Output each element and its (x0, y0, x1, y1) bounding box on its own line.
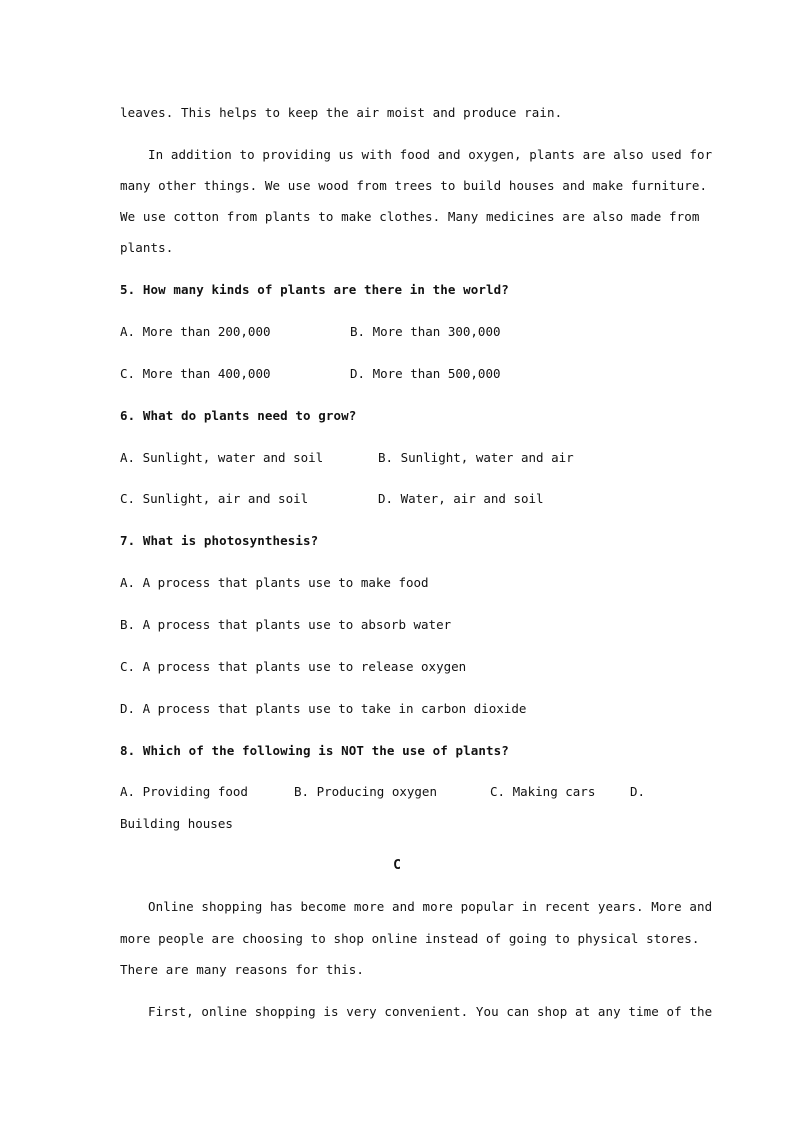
answer-option[interactable]: B. Producing oxygen (294, 784, 437, 799)
answer-option[interactable]: D. More than 500,000 (350, 366, 501, 381)
answer-option[interactable]: C. More than 400,000 (120, 366, 271, 381)
answer-option[interactable]: B. Sunlight, water and air (378, 450, 574, 465)
answer-option[interactable]: A. A process that plants use to make food (120, 575, 429, 590)
answer-option[interactable]: D. A process that plants use to take in carbon dioxide (120, 701, 527, 716)
question-stem: 6. What do plants need to grow? (120, 408, 357, 423)
passage-text-line: many other things. We use wood from trees to build houses and make furniture. (120, 178, 708, 193)
answer-option[interactable]: A. More than 200,000 (120, 324, 271, 339)
question-stem: 5. How many kinds of plants are there in the world? (120, 282, 509, 297)
answer-option[interactable]: A. Sunlight, water and soil (120, 450, 324, 465)
question-stem: 7. What is photosynthesis? (120, 533, 319, 548)
answer-option[interactable]: D. (630, 784, 646, 799)
answer-option[interactable]: A. Providing food (120, 784, 248, 799)
passage-text-line: more people are choosing to shop online instead of going to physical stores. (120, 931, 700, 946)
answer-option[interactable]: C. Making cars (490, 784, 596, 799)
passage-text-line: leaves. This helps to keep the air moist and produce rain. (120, 105, 563, 120)
answer-option-continuation[interactable]: Building houses (120, 816, 233, 831)
passage-text-line: Online shopping has become more and more popular in recent years. More and (148, 899, 713, 914)
answer-option[interactable]: D. Water, air and soil (378, 491, 544, 506)
answer-option[interactable]: B. More than 300,000 (350, 324, 501, 339)
passage-text-line: plants. (120, 240, 174, 255)
passage-text-line: We use cotton from plants to make clothes. Many medicines are also made from (120, 209, 700, 224)
section-heading: C (393, 858, 401, 873)
answer-option[interactable]: B. A process that plants use to absorb water (120, 617, 452, 632)
passage-text-line: In addition to providing us with food and oxygen, plants are also used for (148, 147, 713, 162)
answer-option[interactable]: C. Sunlight, air and soil (120, 491, 309, 506)
answer-option[interactable]: C. A process that plants use to release oxygen (120, 659, 467, 674)
passage-text-line: There are many reasons for this. (120, 962, 365, 977)
question-stem: 8. Which of the following is NOT the use of plants? (120, 743, 509, 758)
passage-text-line: First, online shopping is very convenient. You can shop at any time of the (148, 1004, 713, 1019)
